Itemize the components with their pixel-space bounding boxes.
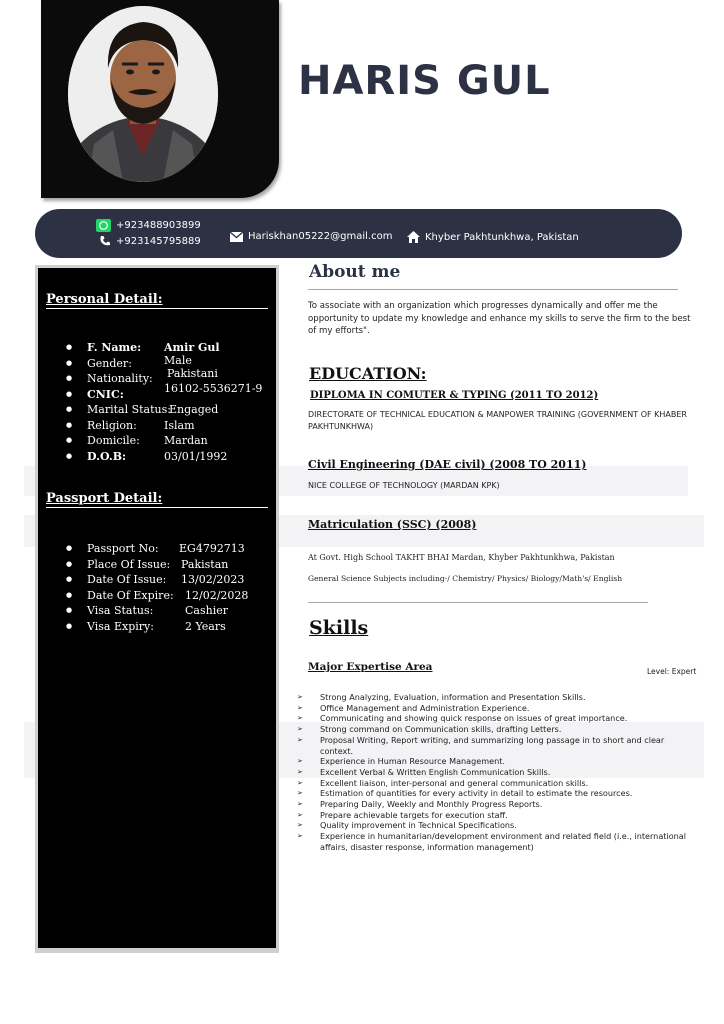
education-detail: At Govt. High School TAKHT BHAI Mardan, Khyber Pakhtunkhwa, Pakistan bbox=[308, 553, 615, 562]
location-contact bbox=[407, 231, 579, 243]
whatsapp-icon bbox=[96, 219, 111, 232]
list-item: ➢ Experience in humanitarian/development environment and related field (i.e., international affairs, disaster response, information management) bbox=[297, 831, 697, 852]
skills-subheading: Major Expertise Area bbox=[308, 661, 433, 673]
divider bbox=[308, 602, 648, 603]
education-detail: DIRECTORATE OF TECHNICAL EDUCATION & MANPOWER TRAINING (GOVERNMENT OF KHABER PAKHTUNKHWA) bbox=[308, 410, 687, 431]
divider bbox=[308, 289, 678, 290]
location-text: Khyber Pakhtunkhwa, Pakistan bbox=[425, 231, 579, 243]
list-item: ➢ Proposal Writing, Report writing, and summarizing long passage in to short and clear context. bbox=[297, 735, 697, 756]
mail-icon bbox=[230, 232, 243, 242]
list-item: ➢ Quality improvement in Technical Specifications. bbox=[297, 820, 697, 831]
phone-contact[interactable] bbox=[99, 235, 201, 247]
education-detail: General Science Subjects including-/ Chemistry/ Physics/ Biology/Math's/ English bbox=[308, 574, 623, 583]
about-text: To associate with an organization which progresses dynamically and offer me the opportunity to update my knowledge and enhance my skills to serve the firm to the best of my efforts". bbox=[308, 301, 691, 336]
phone-icon bbox=[99, 235, 111, 247]
email-contact[interactable] bbox=[230, 231, 392, 242]
about-heading: About me bbox=[309, 262, 401, 282]
skill-level: Level: Expert bbox=[647, 667, 697, 676]
whatsapp-contact[interactable] bbox=[96, 219, 201, 232]
education-detail: NICE COLLEGE OF TECHNOLOGY (MARDAN KPK) bbox=[308, 481, 500, 490]
list-item: ➢ Excellent Verbal & Written English Communication Skills. bbox=[297, 767, 697, 778]
skills-heading: Skills bbox=[309, 617, 369, 639]
list-item: ➢ Office Management and Administration Experience. bbox=[297, 703, 697, 714]
list-item: ➢ Strong Analyzing, Evaluation, information and Presentation Skills. bbox=[297, 692, 697, 703]
education-title: Civil Engineering (DAE civil) (2008 TO 2011) bbox=[308, 458, 587, 471]
phone-number: +923145795889 bbox=[116, 235, 201, 247]
divider bbox=[46, 507, 268, 508]
contact-bar bbox=[35, 209, 682, 258]
list-item: ➢ Preparing Daily, Weekly and Monthly Progress Reports. bbox=[297, 799, 697, 810]
list-item: ➢ Strong command on Communication skills, drafting Letters. bbox=[297, 724, 697, 735]
list-item: ➢ Communicating and showing quick response on issues of great importance. bbox=[297, 713, 697, 724]
education-heading: EDUCATION: bbox=[309, 364, 427, 383]
education-title: DIPLOMA IN COMUTER & TYPING (2011 TO 2012) bbox=[310, 390, 599, 401]
list-item: ➢ Experience in Human Resource Management. bbox=[297, 756, 697, 767]
profile-photo bbox=[68, 6, 218, 182]
personal-detail-heading: Personal Detail: bbox=[46, 292, 163, 307]
list-item: ➢ Excellent liaison, inter-personal and general communication skills. bbox=[297, 778, 697, 789]
email-address: Hariskhan05222@gmail.com bbox=[248, 231, 393, 242]
education-title: Matriculation (SSC) (2008) bbox=[308, 518, 477, 531]
list-item: ➢ Estimation of quantities for every activity in detail to estimate the resources. bbox=[297, 788, 697, 799]
divider bbox=[46, 308, 268, 309]
whatsapp-number: +923488903899 bbox=[116, 220, 201, 231]
candidate-name: HARIS GUL bbox=[298, 58, 551, 104]
sidebar: Personal Detail: F. Name: Amir Gul Gender: Male Nationality: Pakistani CNIC: 16102-5536271-9 Marital Status: Engaged Religion: Islam Domicile: Mardan D.O.B: 03/01/1992 Passport Detail: Passport No: EG4792713 Place Of Issue: Pakistan Date Of Issue: 13/02/2023 Date Of Expire: 12/02/2028 Visa Status: Cashier Visa Expiry: 2 Years bbox=[38, 268, 276, 948]
passport-detail-heading: Passport Detail: bbox=[46, 491, 163, 506]
list-item: ➢ Prepare achievable targets for execution staff. bbox=[297, 810, 697, 821]
skills-list bbox=[297, 692, 697, 853]
home-icon bbox=[407, 231, 420, 243]
